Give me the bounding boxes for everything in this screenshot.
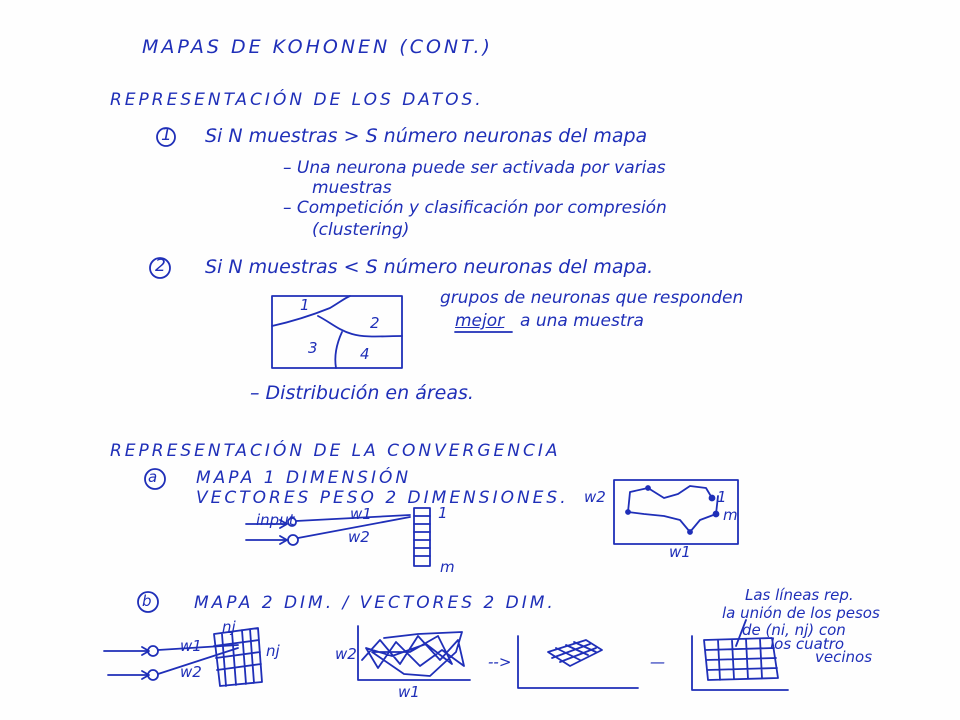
case-number-2: 2 [155, 256, 166, 276]
case2-note2-rest: a una muestra [520, 311, 644, 331]
case2-note1: grupos de neuronas que responden [440, 288, 744, 308]
part-b-circle [138, 592, 158, 612]
weight-w2-b: w2 [180, 663, 202, 681]
index-bottom: m [440, 558, 455, 576]
plot-a-end: m [723, 506, 738, 524]
region-label-3: 3 [308, 339, 318, 357]
input-label: input [256, 511, 295, 529]
transition-arrow-2: — [650, 653, 665, 671]
region-label-4: 4 [360, 345, 370, 363]
input-node-1 [288, 518, 296, 526]
note-line-4: los cuatro [770, 635, 845, 653]
region-divider-1 [272, 296, 350, 326]
transition-arrow-1: --> [488, 653, 512, 671]
page-title: MAPAS DE KOHONEN (CONT.) [142, 36, 493, 58]
plot-a-ylabel: w2 [584, 488, 606, 506]
part-a-letter: a [148, 468, 158, 486]
plot-b-xlabel: w1 [398, 683, 420, 701]
regions-box [272, 296, 402, 368]
note-line-2: la unión de los pesos [722, 604, 880, 622]
plot-c-grid [548, 640, 602, 666]
part-b-letter: b [142, 592, 152, 610]
region-divider-3 [335, 332, 342, 368]
case2-line: Si N muestras < S número neuronas del mapa. [205, 256, 654, 278]
connection-w1-b [158, 645, 238, 650]
case1-bullet1a: – Una neurona puede ser activada por varias [283, 158, 666, 178]
note-line-3: de (ni, nj) con [742, 621, 846, 639]
input-node-2 [288, 535, 298, 545]
plot-a-start: 1 [717, 488, 727, 506]
plot-b-ylabel: w2 [335, 645, 357, 663]
case1-bullet2a: – Competición y clasificación por compresión [283, 198, 667, 218]
part-a-line1: MAPA 1 DIMENSIÓN [196, 468, 412, 488]
case1-line: Si N muestras > S número neuronas del mapa [205, 125, 648, 147]
connection-w2-b [158, 648, 238, 674]
note-pointer [736, 620, 746, 646]
case-number-1: 1 [161, 125, 172, 145]
distribution-line: – Distribución en áreas. [250, 382, 474, 404]
section-heading-data: REPRESENTACIÓN DE LOS DATOS. [110, 90, 484, 110]
plot-b-tangle [362, 632, 464, 676]
case2-note2-underlined: mejor [455, 311, 505, 331]
case1-bullet1b: muestras [312, 178, 392, 198]
case-2-circle [150, 258, 170, 278]
weight-w2-a: w2 [348, 528, 370, 546]
part-b-line: MAPA 2 DIM. / VECTORES 2 DIM. [194, 593, 556, 613]
section-heading-convergence: REPRESENTACIÓN DE LA CONVERGENCIA [110, 441, 561, 461]
case-1-circle [157, 125, 175, 146]
neuron-label-right: nj [266, 642, 280, 660]
neuron-grid-b [214, 628, 262, 686]
index-top: 1 [438, 504, 448, 522]
plot-a-trajectory [628, 486, 718, 532]
region-label-1: 1 [300, 296, 310, 314]
case1-bullet2b: (clustering) [312, 220, 410, 240]
part-a-line2: VECTORES PESO 2 DIMENSIONES. [196, 488, 569, 508]
note-line-1: Las líneas rep. [745, 586, 854, 604]
plot-d-grid [704, 638, 778, 680]
part-a-circle [145, 469, 165, 489]
plot-a-xlabel: w1 [669, 543, 691, 561]
weight-w1-b: w1 [180, 637, 202, 655]
region-label-2: 2 [370, 314, 380, 332]
neuron-label-top: nj [222, 618, 236, 636]
note-line-5: vecinos [815, 648, 873, 666]
region-divider-2 [318, 316, 402, 337]
weight-w1-a: w1 [350, 505, 372, 523]
